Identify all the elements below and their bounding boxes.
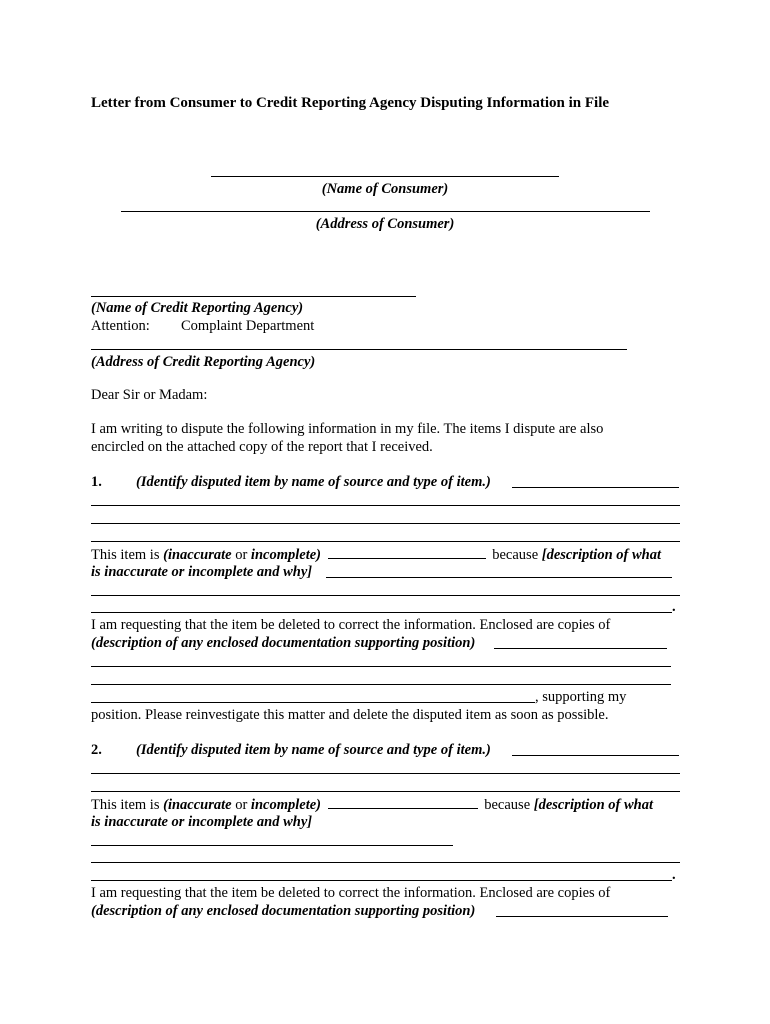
intro-line-2: encircled on the attached copy of the report that I received. <box>91 439 433 455</box>
item-1-documentation-blank[interactable] <box>494 648 667 649</box>
document-title: Letter from Consumer to Credit Reporting Agency Disputing Information in File <box>91 95 610 111</box>
agency-address-label: (Address of Credit Reporting Agency) <box>91 354 316 370</box>
item-1-closing: position. Please reinvestigate this matter and delete the disputed item as soon as possible. <box>91 707 609 723</box>
description-text: [description of what <box>533 797 653 813</box>
item-1-blank-line[interactable] <box>91 666 671 667</box>
item-2-blank-line[interactable] <box>91 791 680 792</box>
item-1-status-line <box>91 545 661 564</box>
item-2-number: 2. <box>91 742 102 758</box>
item-1-blank-line[interactable] <box>91 541 680 542</box>
or-text: or <box>235 547 248 563</box>
item-2-documentation: (description of any enclosed documentation supporting position) <box>91 903 476 919</box>
item-2-blank-line[interactable] <box>91 773 680 774</box>
item-1-identify: (Identify disputed item by name of source and type of item.) <box>136 474 491 490</box>
consumer-address-line[interactable] <box>121 211 650 212</box>
item-1-supporting-blank[interactable] <box>91 702 535 703</box>
agency-name-label: (Name of Credit Reporting Agency) <box>91 300 304 316</box>
item-1-blank-line[interactable] <box>91 595 680 596</box>
attention-label: Attention: <box>91 318 150 334</box>
incomplete-text: incomplete) <box>250 797 321 813</box>
salutation: Dear Sir or Madam: <box>91 387 208 403</box>
item-2-blank-line[interactable] <box>91 862 680 863</box>
item-2-because-blank[interactable] <box>328 795 478 809</box>
this-item-is-text: This item is <box>91 547 160 563</box>
agency-name-line[interactable] <box>91 296 416 297</box>
attention-value: Complaint Department <box>181 318 315 334</box>
incomplete-text: incomplete) <box>250 547 321 563</box>
description-text: [description of what <box>541 547 661 563</box>
item-1-number: 1. <box>91 474 102 490</box>
item-2-identify-blank[interactable] <box>512 755 679 756</box>
item-1-because-blank[interactable] <box>328 545 486 559</box>
item-2-blank-line[interactable] <box>91 880 672 881</box>
item-2-blank-line[interactable] <box>91 845 453 846</box>
consumer-name-label: (Name of Consumer) <box>321 181 449 197</box>
consumer-name-line[interactable] <box>211 176 559 177</box>
because-text: because <box>492 547 539 563</box>
agency-address-line[interactable] <box>91 349 627 350</box>
item-2-description-line-2: is inaccurate or incomplete and why] <box>91 814 313 830</box>
item-1-period: . <box>672 599 676 615</box>
item-1-blank-line[interactable] <box>91 612 672 613</box>
consumer-address-label: (Address of Consumer) <box>315 216 455 232</box>
item-1-description-blank[interactable] <box>326 577 672 578</box>
item-2-status-line <box>91 795 653 814</box>
intro-line-1: I am writing to dispute the following information in my file. The items I dispute are also <box>91 421 604 437</box>
inaccurate-text: (inaccurate <box>163 797 232 813</box>
item-1-documentation: (description of any enclosed documentation supporting position) <box>91 635 476 651</box>
item-1-blank-line[interactable] <box>91 523 680 524</box>
item-2-documentation-blank[interactable] <box>496 916 668 917</box>
item-1-requesting: I am requesting that the item be deleted to correct the information. Enclosed are copies of <box>91 617 611 633</box>
item-1-blank-line[interactable] <box>91 684 671 685</box>
item-1-blank-line[interactable] <box>91 505 680 506</box>
item-1-identify-blank[interactable] <box>512 487 679 488</box>
item-1-supporting-text: , supporting my <box>535 689 627 705</box>
item-2-period: . <box>672 867 676 883</box>
this-item-is-text: This item is <box>91 797 160 813</box>
item-1-description-line-2: is inaccurate or incomplete and why] <box>91 564 313 580</box>
item-2-requesting: I am requesting that the item be deleted to correct the information. Enclosed are copies of <box>91 885 611 901</box>
because-text: because <box>484 797 531 813</box>
or-text: or <box>235 797 248 813</box>
inaccurate-text: (inaccurate <box>163 547 232 563</box>
item-2-identify: (Identify disputed item by name of source and type of item.) <box>136 742 491 758</box>
